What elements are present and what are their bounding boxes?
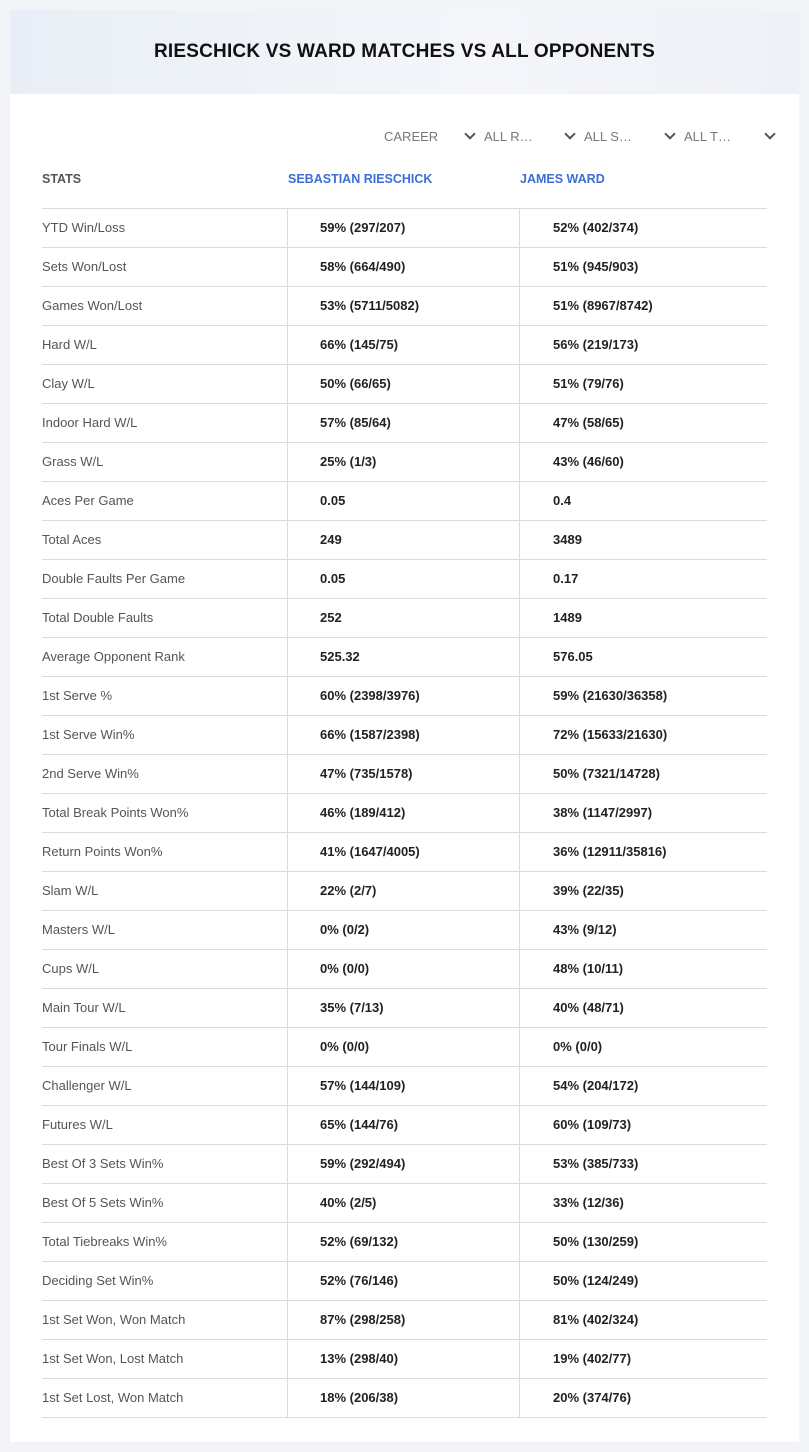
player-one-value: 252 (288, 599, 520, 637)
table-row (42, 677, 767, 716)
player-two-value: 19% (402/77) (553, 1351, 632, 1366)
table-row (42, 833, 767, 872)
stat-label: Games Won/Lost (42, 287, 288, 325)
player-two-value: 50% (130/259) (553, 1234, 639, 1249)
stat-label: 1st Set Won, Lost Match (42, 1340, 288, 1378)
filter-period-select[interactable] (382, 124, 482, 148)
player-one-value: 60% (2398/3976) (288, 677, 520, 715)
player-two-value: 576.05 (553, 649, 593, 664)
player-one-value: 59% (292/494) (288, 1145, 520, 1183)
stat-label: Main Tour W/L (42, 989, 288, 1027)
stat-label: Deciding Set Win% (42, 1262, 288, 1300)
player-two-value: 52% (402/374) (553, 220, 639, 235)
player-two-value: 50% (7321/14728) (553, 766, 660, 781)
stat-label: Indoor Hard W/L (42, 404, 288, 442)
player-one-value: 57% (85/64) (288, 404, 520, 442)
player-one-value: 22% (2/7) (288, 872, 520, 910)
player-one-value: 59% (297/207) (288, 209, 520, 247)
player-two-value: 56% (219/173) (553, 337, 639, 352)
stat-label: 2nd Serve Win% (42, 755, 288, 793)
stat-label: 1st Serve % (42, 677, 288, 715)
filter-label: ALL S… (584, 128, 632, 144)
player-two-value: 0.17 (553, 571, 579, 586)
table-row (42, 1262, 767, 1301)
table-row (42, 1223, 767, 1262)
table-row (42, 911, 767, 950)
player-two-value: 50% (124/249) (553, 1273, 639, 1288)
stat-label: 1st Serve Win% (42, 716, 288, 754)
player-one-value: 66% (1587/2398) (288, 716, 520, 754)
player-two-value: 60% (109/73) (553, 1117, 632, 1132)
filter-label: ALL R… (484, 128, 533, 144)
stat-label: Double Faults Per Game (42, 560, 288, 598)
table-row (42, 716, 767, 755)
stat-label: Hard W/L (42, 326, 288, 364)
stat-label: Sets Won/Lost (42, 248, 288, 286)
player-one-value: 249 (288, 521, 520, 559)
player-one-value: 13% (298/40) (288, 1340, 520, 1378)
filter-label: CAREER (384, 128, 439, 144)
filter-tournament-select[interactable] (682, 124, 782, 148)
player-two-value: 0% (0/0) (553, 1039, 603, 1054)
chevron-down-icon (764, 128, 775, 139)
filter-surface-select[interactable] (582, 124, 682, 148)
table-row (42, 560, 767, 599)
player-two-value: 59% (21630/36358) (553, 688, 668, 703)
player-two-value: 3489 (553, 532, 582, 547)
player-one-value: 52% (69/132) (288, 1223, 520, 1261)
table-row (42, 1145, 767, 1184)
chevron-down-icon (464, 128, 475, 139)
table-row (42, 443, 767, 482)
stat-label: 1st Set Lost, Won Match (42, 1379, 288, 1417)
player-two-value: 47% (58/65) (553, 415, 624, 430)
player-two-value: 0.4 (553, 493, 572, 508)
player-one-value: 18% (206/38) (288, 1379, 520, 1417)
player-one-value: 58% (664/490) (288, 248, 520, 286)
stat-label: Slam W/L (42, 872, 288, 910)
player-one-value: 52% (76/146) (288, 1262, 520, 1300)
table-row (42, 482, 767, 521)
player-two-value: 81% (402/324) (553, 1312, 639, 1327)
table-row (42, 599, 767, 638)
stat-label: Futures W/L (42, 1106, 288, 1144)
player-one-value: 525.32 (288, 638, 520, 676)
stat-label: Best Of 3 Sets Win% (42, 1145, 288, 1183)
player-two-value: 51% (79/76) (553, 376, 624, 391)
player-one-value: 50% (66/65) (288, 365, 520, 403)
player-one-value: 25% (1/3) (288, 443, 520, 481)
player-one-value: 66% (145/75) (288, 326, 520, 364)
player-two-link[interactable]: JAMES WARD (520, 172, 605, 186)
player-one-value: 0.05 (288, 560, 520, 598)
player-two-value: 33% (12/36) (553, 1195, 624, 1210)
player-two-value: 1489 (553, 610, 582, 625)
table-row (42, 287, 767, 326)
table-row (42, 872, 767, 911)
table-row (42, 326, 767, 365)
player-one-value: 0% (0/0) (288, 1028, 520, 1066)
stats-table-body (42, 209, 767, 1418)
column-header-stats: STATS (42, 172, 82, 186)
table-row (42, 1106, 767, 1145)
filter-bar (382, 124, 782, 148)
player-one-value: 65% (144/76) (288, 1106, 520, 1144)
stat-label: Grass W/L (42, 443, 288, 481)
player-two-value: 51% (8967/8742) (553, 298, 653, 313)
page-header (10, 10, 799, 94)
player-two-value: 36% (12911/35816) (553, 844, 667, 859)
stat-label: Aces Per Game (42, 482, 288, 520)
stat-label: 1st Set Won, Won Match (42, 1301, 288, 1339)
table-row (42, 1379, 767, 1418)
stat-label: Total Tiebreaks Win% (42, 1223, 288, 1261)
table-row (42, 755, 767, 794)
player-one-value: 0% (0/0) (288, 950, 520, 988)
player-one-value: 57% (144/109) (288, 1067, 520, 1105)
player-two-value: 72% (15633/21630) (553, 727, 668, 742)
stat-label: Average Opponent Rank (42, 638, 288, 676)
stat-label: YTD Win/Loss (42, 209, 288, 247)
table-row (42, 794, 767, 833)
stat-label: Total Double Faults (42, 599, 288, 637)
player-one-value: 53% (5711/5082) (288, 287, 520, 325)
stat-label: Tour Finals W/L (42, 1028, 288, 1066)
player-two-value: 48% (10/11) (553, 961, 624, 976)
table-row (42, 365, 767, 404)
player-one-value: 47% (735/1578) (288, 755, 520, 793)
stat-label: Challenger W/L (42, 1067, 288, 1105)
player-two-value: 38% (1147/2997) (553, 805, 653, 820)
player-two-value: 20% (374/76) (553, 1390, 632, 1405)
stat-label: Clay W/L (42, 365, 288, 403)
stat-label: Total Break Points Won% (42, 794, 288, 832)
player-two-value: 39% (22/35) (553, 883, 624, 898)
table-row (42, 404, 767, 443)
table-row (42, 989, 767, 1028)
player-one-value: 35% (7/13) (288, 989, 520, 1027)
stat-label: Return Points Won% (42, 833, 288, 871)
table-row (42, 209, 767, 248)
stat-label: Best Of 5 Sets Win% (42, 1184, 288, 1222)
table-row (42, 1340, 767, 1379)
player-two-value: 40% (48/71) (553, 1000, 624, 1015)
player-two-value: 43% (46/60) (553, 454, 624, 469)
player-one-value: 0.05 (288, 482, 520, 520)
player-one-value: 40% (2/5) (288, 1184, 520, 1222)
player-one-link[interactable]: SEBASTIAN RIESCHICK (288, 172, 433, 186)
table-row (42, 521, 767, 560)
player-two-value: 53% (385/733) (553, 1156, 639, 1171)
chevron-down-icon (564, 128, 575, 139)
stat-label: Masters W/L (42, 911, 288, 949)
player-two-value: 54% (204/172) (553, 1078, 639, 1093)
table-row (42, 1028, 767, 1067)
player-two-value: 43% (9/12) (553, 922, 617, 937)
table-header (42, 170, 767, 209)
player-two-value: 51% (945/903) (553, 259, 639, 274)
stat-label: Cups W/L (42, 950, 288, 988)
table-row (42, 1184, 767, 1223)
table-row (42, 638, 767, 677)
filter-round-select[interactable] (482, 124, 582, 148)
table-row (42, 950, 767, 989)
player-one-value: 87% (298/258) (288, 1301, 520, 1339)
stat-label: Total Aces (42, 521, 288, 559)
filter-label: ALL T… (684, 128, 731, 144)
page-title: RIESCHICK VS WARD MATCHES VS ALL OPPONENTS (153, 41, 656, 62)
table-row (42, 248, 767, 287)
table-row (42, 1301, 767, 1340)
chevron-down-icon (664, 128, 675, 139)
player-one-value: 41% (1647/4005) (288, 833, 520, 871)
stats-card (10, 10, 799, 1442)
player-one-value: 46% (189/412) (288, 794, 520, 832)
player-one-value: 0% (0/2) (288, 911, 520, 949)
table-row (42, 1067, 767, 1106)
